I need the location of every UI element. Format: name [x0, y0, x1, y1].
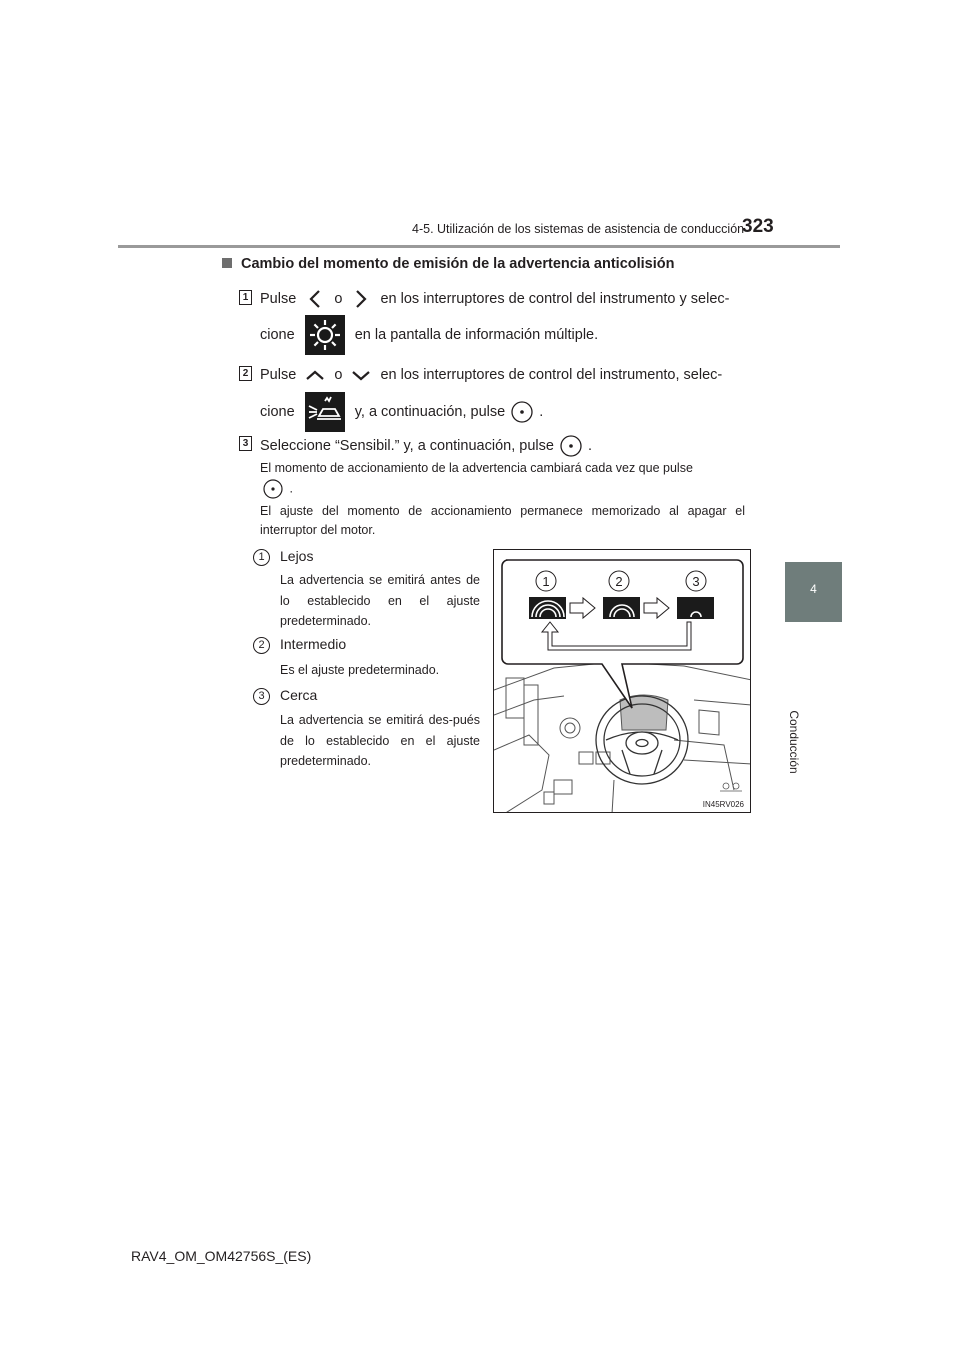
chevron-left-icon: [300, 288, 330, 310]
note-2: El ajuste del momento de accionamiento permanece memorizado al apagar el interruptor del motor.: [260, 504, 745, 537]
option-title-intermedio: Intermedio: [280, 636, 347, 652]
chapter-tab[interactable]: 4: [785, 562, 842, 622]
ok-button-icon: [260, 478, 286, 500]
step-1-line-2: [260, 315, 598, 355]
chevron-down-icon: [346, 364, 376, 386]
step-text: en los interruptores de control del instrumento y selec-: [380, 290, 730, 307]
note-text: El momento de accionamiento de la advertencia cambiará cada vez que pulse: [260, 461, 693, 475]
step-text: cione: [260, 403, 295, 420]
chapter-title: [784, 702, 804, 782]
option-description-cerca: La advertencia se emitirá des-pués de lo establecido en el ajuste predeterminado.: [280, 713, 480, 768]
step-text: y, a continuación, pulse: [354, 403, 506, 420]
section-heading: [222, 256, 675, 272]
option-title-lejos: Lejos: [280, 548, 314, 564]
gear-setting-icon: [305, 315, 345, 355]
option-number-2: 2: [253, 637, 270, 654]
note-1: [260, 459, 745, 500]
option-description-intermedio: Es el ajuste predeterminado.: [280, 663, 440, 677]
square-bullet-icon: [222, 258, 232, 268]
figure-label-3: 3: [692, 574, 700, 589]
option-description-lejos: La advertencia se emitirá antes de lo establecido en el ajuste predeterminado.: [280, 573, 480, 628]
chevron-up-icon: [300, 364, 330, 386]
step-text: en la pantalla de información múltiple.: [354, 326, 599, 343]
step-1-line-1: [260, 288, 729, 310]
step-2-line-2: [260, 392, 543, 432]
option-number-1: 1: [253, 549, 270, 566]
step-number-2: 2: [239, 366, 252, 381]
figure-label-2: 2: [615, 574, 623, 589]
step-number-1: 1: [239, 290, 252, 305]
step-number-3: 3: [239, 436, 252, 451]
dashboard-drawing: [494, 550, 751, 813]
page-number: 323: [742, 216, 774, 237]
chevron-right-icon: [346, 288, 376, 310]
step-text: en los interruptores de control del instrumento, selec-: [380, 366, 723, 383]
step-text-or: o: [334, 290, 343, 307]
section-heading-text: Cambio del momento de emisión de la advertencia anticolisión: [241, 256, 675, 272]
step-2-line-1: [260, 364, 722, 386]
header-divider: [118, 245, 840, 248]
dashboard-illustration: [493, 549, 751, 813]
chapter-title-text: Conducción: [787, 710, 801, 774]
step-text: Pulse: [260, 366, 297, 383]
step-text-end: .: [539, 403, 544, 420]
step-3-line-1: [260, 433, 592, 459]
step-text: Seleccione “Sensibil.” y, a continuación, pulse: [260, 437, 554, 454]
note-text-end: .: [289, 481, 293, 496]
option-title-cerca: Cerca: [280, 687, 318, 703]
figure-label-1: 1: [542, 574, 550, 589]
pre-collision-icon: [305, 392, 345, 432]
step-text: cione: [260, 326, 295, 343]
figure-code: IN45RV026: [702, 800, 744, 809]
step-text-or: o: [334, 366, 343, 383]
step-text-end: .: [588, 437, 593, 454]
running-header: 4-5. Utilización de los sistemas de asistencia de conducción: [412, 222, 745, 236]
ok-button-icon: [558, 433, 584, 459]
document-code-footer: RAV4_OM_OM42756S_(ES): [131, 1248, 312, 1264]
step-text: Pulse: [260, 290, 297, 307]
option-number-3: 3: [253, 688, 270, 705]
ok-button-icon: [509, 399, 535, 425]
